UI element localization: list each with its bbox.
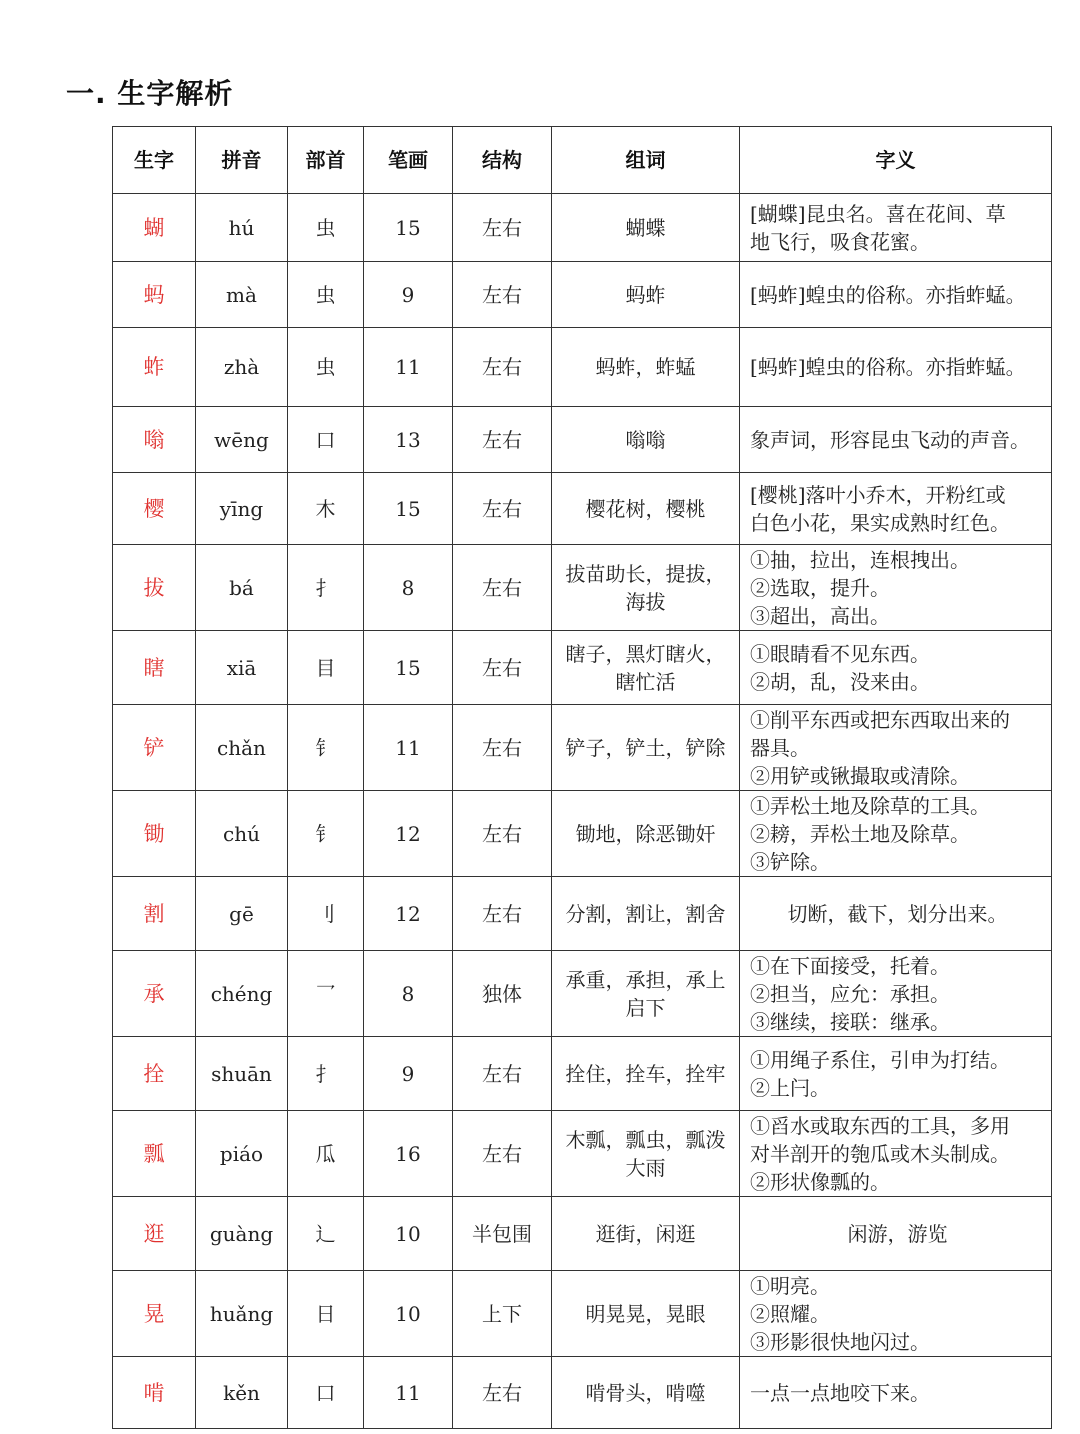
char-cell-text: 拴: [143, 1061, 165, 1086]
words-cell-text: 逛街，闲逛: [595, 1221, 696, 1246]
words-cell-text: 樱花树，樱桃: [585, 496, 706, 521]
table-row: [113, 951, 1052, 1037]
meaning-cell-text: ①在下面接受，托着。 ②担当，应允：承担。 ③继续，接联：继承。: [750, 953, 950, 1034]
words-cell-text: 分割，割让，割舍: [565, 901, 726, 926]
structure-cell-text: 左右: [482, 821, 522, 846]
words-cell: [552, 1197, 740, 1271]
words-cell-text: 拔苗助长，提拔， 海拔: [565, 561, 726, 614]
words-cell: [552, 705, 740, 791]
meaning-cell: [740, 1197, 1052, 1271]
strokes-cell-text: 11: [395, 355, 421, 379]
words-cell: [552, 328, 740, 407]
words-cell-text: 嗡嗡: [625, 427, 666, 452]
structure-cell: [453, 1111, 552, 1197]
words-cell: [552, 1111, 740, 1197]
pinyin-cell: [196, 1271, 288, 1357]
pinyin-cell: [196, 791, 288, 877]
pinyin-cell-text: chéng: [210, 981, 273, 1006]
structure-cell: [453, 877, 552, 951]
table-body: [113, 194, 1052, 1429]
structure-cell-text: 上下: [482, 1301, 522, 1326]
structure-cell-text: 左右: [482, 735, 522, 760]
words-cell: [552, 407, 740, 473]
radical-cell: [288, 951, 364, 1037]
strokes-cell: [364, 194, 453, 262]
table-row: [113, 791, 1052, 877]
strokes-cell-text: 11: [395, 1380, 421, 1405]
strokes-cell: [364, 473, 453, 545]
header-row: [113, 127, 1052, 194]
structure-cell-text: 左右: [482, 655, 522, 680]
strokes-cell: [364, 877, 453, 951]
pinyin-cell: [196, 1357, 288, 1429]
pinyin-cell-text: zhà: [223, 355, 260, 379]
words-cell: [552, 631, 740, 705]
words-cell-text: 拴住，拴车，拴牢: [565, 1061, 726, 1086]
strokes-cell: [364, 791, 453, 877]
strokes-cell: [364, 262, 453, 328]
char-cell: [113, 473, 196, 545]
char-cell-text: 拔: [143, 575, 165, 600]
strokes-cell: [364, 1357, 453, 1429]
pinyin-cell-text: wēng: [214, 427, 269, 452]
strokes-cell: [364, 545, 453, 631]
char-cell: [113, 328, 196, 407]
pinyin-cell: [196, 1197, 288, 1271]
pinyin-cell: [196, 328, 288, 407]
pinyin-cell-text: bá: [229, 575, 254, 600]
char-cell-text: 蝴: [143, 215, 165, 240]
words-cell: [552, 545, 740, 631]
meaning-cell-text: 闲游，游览: [847, 1221, 948, 1246]
meaning-cell: [740, 328, 1052, 407]
char-cell: [113, 877, 196, 951]
structure-cell-text: 左右: [482, 282, 522, 307]
radical-cell-text: 刂: [315, 901, 336, 926]
structure-cell: [453, 328, 552, 407]
strokes-cell: [364, 328, 453, 407]
structure-cell: [453, 1037, 552, 1111]
meaning-cell-text: [樱桃]落叶小乔木，开粉红或 白色小花，果实成熟时红色。: [750, 482, 1010, 535]
meaning-cell: [740, 791, 1052, 877]
meaning-cell-text: [蚂蚱]蝗虫的俗称。亦指蚱蜢。: [750, 282, 1026, 307]
table-row: [113, 194, 1052, 262]
header-char: 生字: [113, 127, 196, 194]
meaning-cell-text: [蝴蝶]昆虫名。喜在花间、草 地飞行，吸食花蜜。: [750, 201, 1006, 254]
words-cell-text: 蚂蚱，蚱蜢: [595, 355, 696, 379]
radical-cell: [288, 1197, 364, 1271]
radical-cell-text: 木: [315, 496, 336, 521]
meaning-cell: [740, 1111, 1052, 1197]
strokes-cell-text: 16: [395, 1141, 421, 1166]
meaning-cell: [740, 545, 1052, 631]
words-cell: [552, 877, 740, 951]
header-strokes: 笔画: [364, 127, 453, 194]
meaning-cell: [740, 473, 1052, 545]
strokes-cell: [364, 1271, 453, 1357]
radical-cell: [288, 1357, 364, 1429]
structure-cell: [453, 1197, 552, 1271]
char-cell: [113, 545, 196, 631]
char-cell-text: 承: [143, 981, 165, 1006]
char-cell: [113, 631, 196, 705]
header-meaning: 字义: [740, 127, 1052, 194]
words-cell: [552, 1357, 740, 1429]
words-cell: [552, 262, 740, 328]
radical-cell-text: 口: [315, 427, 336, 452]
structure-cell: [453, 1271, 552, 1357]
radical-cell: [288, 705, 364, 791]
char-cell: [113, 1111, 196, 1197]
radical-cell: [288, 791, 364, 877]
structure-cell-text: 左右: [482, 901, 522, 926]
meaning-cell: [740, 194, 1052, 262]
table-row: [113, 407, 1052, 473]
table-row: [113, 631, 1052, 705]
char-cell: [113, 1357, 196, 1429]
radical-cell: [288, 473, 364, 545]
table-row: [113, 1037, 1052, 1111]
meaning-cell: [740, 407, 1052, 473]
radical-cell-text: 钅: [315, 821, 336, 846]
words-cell-text: 锄地，除恶锄奸: [575, 821, 716, 846]
words-cell-text: 木瓢，瓢虫，瓢泼 大雨: [565, 1127, 726, 1180]
table-row: [113, 262, 1052, 328]
strokes-cell-text: 12: [395, 821, 421, 846]
char-cell: [113, 1037, 196, 1111]
meaning-cell: [740, 631, 1052, 705]
radical-cell: [288, 194, 364, 262]
pinyin-cell: [196, 194, 288, 262]
meaning-cell-text: ①弄松土地及除草的工具。 ②耪，弄松土地及除草。 ③铲除。: [750, 793, 990, 874]
words-cell-text: 铲子，铲土，铲除: [565, 735, 726, 760]
table-row: [113, 705, 1052, 791]
words-cell-text: 蚂蚱: [625, 282, 666, 307]
structure-cell: [453, 791, 552, 877]
radical-cell-text: 辶: [315, 1221, 336, 1246]
char-cell-text: 晃: [143, 1301, 165, 1326]
words-cell: [552, 791, 740, 877]
strokes-cell-text: 8: [401, 981, 415, 1006]
table-row: [113, 473, 1052, 545]
words-cell: [552, 194, 740, 262]
strokes-cell-text: 15: [395, 215, 421, 240]
strokes-cell-text: 11: [395, 735, 421, 760]
radical-cell: [288, 262, 364, 328]
strokes-cell-text: 10: [395, 1221, 421, 1246]
radical-cell: [288, 407, 364, 473]
structure-cell: [453, 262, 552, 328]
pinyin-cell-text: guàng: [209, 1221, 274, 1246]
radical-cell-text: 乛: [315, 981, 336, 1006]
structure-cell: [453, 407, 552, 473]
words-cell-text: 承重，承担，承上 启下: [565, 967, 726, 1020]
structure-cell-text: 左右: [482, 496, 522, 521]
strokes-cell-text: 9: [401, 282, 415, 307]
meaning-cell: [740, 262, 1052, 328]
pinyin-cell: [196, 262, 288, 328]
structure-cell: [453, 631, 552, 705]
structure-cell-text: 左右: [482, 1380, 522, 1405]
char-cell-text: 铲: [143, 735, 165, 760]
char-cell-text: 蚂: [143, 282, 165, 307]
meaning-cell-text: 切断，截下，划分出来。: [787, 901, 1008, 926]
structure-cell-text: 半包围: [472, 1221, 532, 1246]
words-cell-text: 瞎子，黑灯瞎火， 瞎忙活: [565, 641, 726, 694]
radical-cell-text: 瓜: [315, 1141, 336, 1166]
structure-cell-text: 独体: [482, 981, 522, 1006]
meaning-cell-text: ①明亮。 ②照耀。 ③形影很快地闪过。: [750, 1273, 930, 1354]
strokes-cell-text: 8: [401, 575, 415, 600]
pinyin-cell: [196, 1111, 288, 1197]
table-row: [113, 1111, 1052, 1197]
meaning-cell: [740, 1271, 1052, 1357]
structure-cell: [453, 1357, 552, 1429]
pinyin-cell: [196, 951, 288, 1037]
words-cell: [552, 1271, 740, 1357]
structure-cell: [453, 545, 552, 631]
structure-cell: [453, 473, 552, 545]
radical-cell-text: 扌: [315, 1061, 336, 1086]
char-cell: [113, 194, 196, 262]
pinyin-cell: [196, 877, 288, 951]
structure-cell: [453, 194, 552, 262]
meaning-cell-text: [蚂蚱]蝗虫的俗称。亦指蚱蜢。: [750, 355, 1026, 379]
char-cell: [113, 1197, 196, 1271]
strokes-cell-text: 15: [395, 496, 421, 521]
meaning-cell-text: ①削平东西或把东西取出来的 器具。 ②用铲或锹撮取或清除。: [750, 707, 1010, 788]
structure-cell-text: 左右: [482, 575, 522, 600]
structure-cell-text: 左右: [482, 215, 522, 240]
header-radical: 部首: [288, 127, 364, 194]
table-row: [113, 877, 1052, 951]
pinyin-cell: [196, 1037, 288, 1111]
strokes-cell-text: 9: [401, 1061, 415, 1086]
words-cell: [552, 473, 740, 545]
strokes-cell: [364, 951, 453, 1037]
strokes-cell-text: 15: [395, 655, 421, 680]
char-cell: [113, 407, 196, 473]
radical-cell-text: 扌: [315, 575, 336, 600]
header-words: 组词: [552, 127, 740, 194]
char-cell-text: 啃: [143, 1380, 165, 1405]
pinyin-cell: [196, 705, 288, 791]
char-cell: [113, 791, 196, 877]
strokes-cell: [364, 407, 453, 473]
structure-cell: [453, 951, 552, 1037]
header-structure: 结构: [453, 127, 552, 194]
words-cell-text: 明晃晃，晃眼: [585, 1301, 706, 1326]
strokes-cell-text: 12: [395, 901, 421, 926]
char-cell-text: 割: [143, 901, 165, 926]
pinyin-cell-text: piáo: [219, 1141, 264, 1166]
meaning-cell-text: 一点一点地咬下来。: [750, 1380, 930, 1405]
pinyin-cell-text: huǎng: [209, 1301, 274, 1326]
strokes-cell-text: 10: [395, 1301, 421, 1326]
pinyin-cell-text: chú: [223, 821, 260, 846]
structure-cell: [453, 705, 552, 791]
header-pinyin: 拼音: [196, 127, 288, 194]
strokes-cell: [364, 1197, 453, 1271]
meaning-cell: [740, 951, 1052, 1037]
table-row: [113, 328, 1052, 407]
radical-cell: [288, 631, 364, 705]
meaning-cell: [740, 705, 1052, 791]
meaning-cell: [740, 1037, 1052, 1111]
strokes-cell: [364, 705, 453, 791]
strokes-cell: [364, 1037, 453, 1111]
structure-cell-text: 左右: [482, 1141, 522, 1166]
pinyin-cell-text: chǎn: [217, 735, 266, 760]
table-row: [113, 1357, 1052, 1429]
pinyin-cell-text: mà: [226, 282, 257, 307]
pinyin-cell-text: hú: [228, 215, 255, 240]
radical-cell: [288, 1111, 364, 1197]
radical-cell-text: 虫: [315, 355, 336, 379]
pinyin-cell-text: xiā: [226, 655, 257, 680]
table-row: [113, 1271, 1052, 1357]
table-row: [113, 1197, 1052, 1271]
pinyin-cell-text: shuān: [211, 1061, 272, 1086]
meaning-cell: [740, 877, 1052, 951]
meaning-cell-text: ①抽，拉出，连根拽出。 ②选取，提升。 ③超出，高出。: [750, 547, 970, 628]
words-cell: [552, 1037, 740, 1111]
words-cell-text: 啃骨头，啃噬: [585, 1380, 706, 1405]
radical-cell-text: 虫: [315, 282, 336, 307]
meaning-cell: [740, 1357, 1052, 1429]
section-title: 一. 生字解析: [66, 77, 234, 110]
radical-cell-text: 目: [315, 655, 336, 680]
radical-cell: [288, 877, 364, 951]
char-cell-text: 瓢: [143, 1141, 165, 1166]
meaning-cell-text: ①舀水或取东西的工具，多用 对半剖开的匏瓜或木头制成。 ②形状像瓢的。: [750, 1113, 1010, 1194]
char-cell: [113, 262, 196, 328]
radical-cell: [288, 328, 364, 407]
structure-cell-text: 左右: [482, 1061, 522, 1086]
pinyin-cell: [196, 631, 288, 705]
meaning-cell-text: ①用绳子系住，引申为打结。 ②上闩。: [750, 1047, 1010, 1100]
radical-cell-text: 虫: [315, 215, 336, 240]
words-cell-text: 蝴蝶: [625, 215, 666, 240]
char-cell: [113, 1271, 196, 1357]
pinyin-cell-text: gē: [229, 901, 254, 926]
table-row: [113, 545, 1052, 631]
structure-cell-text: 左右: [482, 427, 522, 452]
char-cell-text: 逛: [143, 1221, 165, 1246]
char-cell: [113, 705, 196, 791]
character-table: [112, 126, 1052, 1429]
char-cell: [113, 951, 196, 1037]
radical-cell: [288, 545, 364, 631]
radical-cell: [288, 1271, 364, 1357]
pinyin-cell-text: yīng: [219, 496, 264, 521]
pinyin-cell-text: kěn: [223, 1380, 260, 1405]
radical-cell-text: 口: [315, 1380, 336, 1405]
strokes-cell: [364, 631, 453, 705]
words-cell: [552, 951, 740, 1037]
radical-cell-text: 日: [315, 1301, 336, 1326]
radical-cell-text: 钅: [315, 735, 336, 760]
char-cell-text: 蚱: [143, 355, 165, 379]
strokes-cell-text: 13: [395, 427, 421, 452]
structure-cell-text: 左右: [482, 355, 522, 379]
pinyin-cell: [196, 473, 288, 545]
char-cell-text: 锄: [143, 821, 165, 846]
char-cell-text: 瞎: [143, 655, 165, 680]
pinyin-cell: [196, 407, 288, 473]
pinyin-cell: [196, 545, 288, 631]
meaning-cell-text: ①眼睛看不见东西。 ②胡，乱，没来由。: [750, 641, 930, 694]
char-cell-text: 樱: [143, 496, 165, 521]
strokes-cell: [364, 1111, 453, 1197]
char-cell-text: 嗡: [143, 427, 165, 452]
radical-cell: [288, 1037, 364, 1111]
meaning-cell-text: 象声词，形容昆虫飞动的声音。: [750, 427, 1030, 452]
